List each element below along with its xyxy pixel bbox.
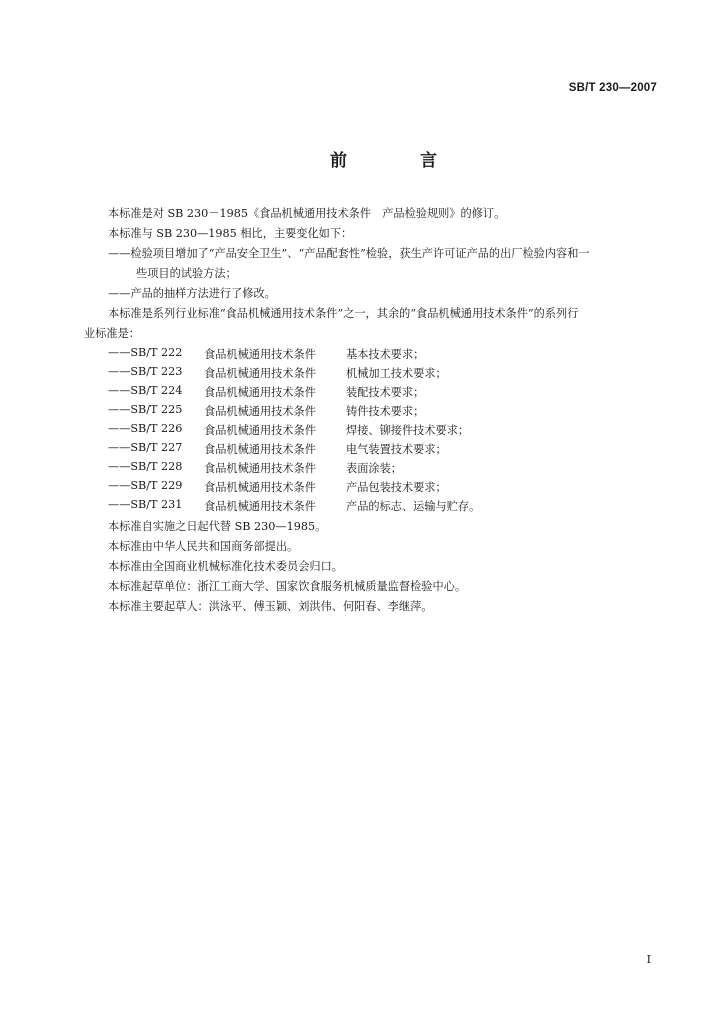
standard-series: 食品机械通用技术条件	[204, 424, 316, 437]
document-code: SB/T 230—2007	[568, 82, 657, 94]
paragraph-revision: 本标准是对 SB 230－1985《食品机械通用技术条件 产品检验规则》的修订。	[108, 207, 506, 220]
standard-series: 食品机械通用技术条件	[204, 405, 316, 418]
paragraph-series: 本标准是系列行业标准“食品机械通用技术条件”之一，其余的“食品机械通用技术条件”的系列行	[108, 307, 579, 320]
standard-code: ——SB/T 224	[108, 384, 183, 397]
standard-part: 装配技术要求；	[346, 386, 425, 399]
standard-series: 食品机械通用技术条件	[204, 386, 316, 399]
paragraph-proposed-by: 本标准由中华人民共和国商务部提出。	[108, 540, 299, 553]
paragraph-drafters: 本标准主要起草人：洪泳平、傅玉颖、刘洪伟、何阳春、李继萍。	[108, 600, 433, 613]
standard-part: 基本技术要求；	[346, 348, 425, 361]
standard-series: 食品机械通用技术条件	[204, 500, 316, 513]
standard-series: 食品机械通用技术条件	[204, 481, 316, 494]
standard-code: ——SB/T 223	[108, 365, 183, 378]
standard-code: ——SB/T 228	[108, 460, 183, 473]
standard-part: 产品的标志、运输与贮存。	[346, 500, 481, 513]
page-title: 前 言	[330, 151, 465, 171]
paragraph-series-cont: 业标准是：	[84, 327, 140, 340]
standard-part: 产品包装技术要求；	[346, 481, 447, 494]
paragraph-drafting-units: 本标准起草单位：浙江工商大学、国家饮食服务机械质量监督检验中心。	[108, 580, 467, 593]
standard-series: 食品机械通用技术条件	[204, 462, 316, 475]
page-number: I	[646, 953, 651, 966]
standard-code: ——SB/T 229	[108, 479, 183, 492]
paragraph-replaces: 本标准自实施之日起代替 SB 230—1985。	[108, 520, 327, 533]
standard-series: 食品机械通用技术条件	[204, 367, 316, 380]
paragraph-centralized-by: 本标准由全国商业机械标准化技术委员会归口。	[108, 560, 343, 573]
standard-series: 食品机械通用技术条件	[204, 348, 316, 361]
standard-code: ——SB/T 226	[108, 422, 183, 435]
paragraph-changes-intro: 本标准与 SB 230—1985 相比，主要变化如下：	[108, 227, 353, 240]
standard-part: 机械加工技术要求；	[346, 367, 447, 380]
standard-code: ——SB/T 225	[108, 403, 183, 416]
standard-part: 铸件技术要求；	[346, 405, 425, 418]
standard-code: ——SB/T 227	[108, 441, 183, 454]
standard-code: ——SB/T 231	[108, 498, 183, 511]
standard-code: ——SB/T 222	[108, 346, 183, 359]
paragraph-change-1-cont: 些项目的试验方法；	[136, 267, 237, 280]
standard-part: 电气装置技术要求；	[346, 443, 447, 456]
paragraph-change-2: ——产品的抽样方法进行了修改。	[108, 287, 276, 300]
standard-part: 焊接、铆接件技术要求；	[346, 424, 470, 437]
standard-part: 表面涂装；	[346, 462, 402, 475]
standard-series: 食品机械通用技术条件	[204, 443, 316, 456]
paragraph-change-1: ——检验项目增加了“产品安全卫生”、“产品配套性”检验，获生产许可证产品的出厂检验内容和一	[108, 247, 590, 260]
